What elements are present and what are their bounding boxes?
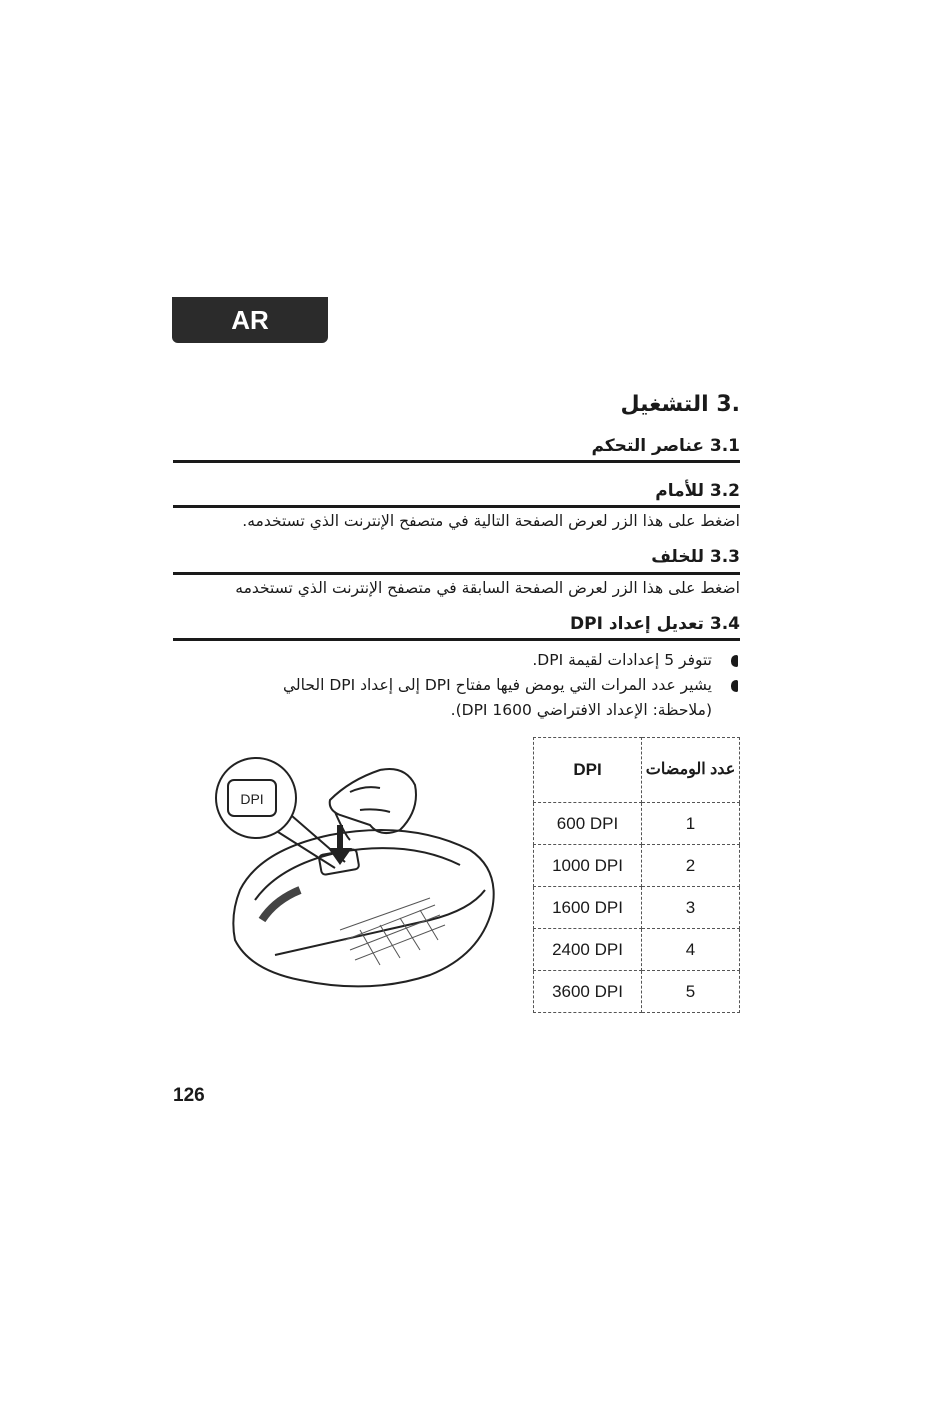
section-heading: .3 التشغيل bbox=[620, 392, 740, 417]
section-3-2-text: اضغط على هذا الزر لعرض الصفحة التالية في متصفح الإنترنت الذي تستخدمه. bbox=[242, 512, 740, 530]
section-3-3-title: 3.3 للخلف bbox=[651, 547, 740, 567]
cell-count: 5 bbox=[642, 971, 740, 1013]
mouse-body bbox=[233, 830, 493, 986]
bullet-text: تتوفر 5 إعدادات لقيمة DPI. bbox=[532, 651, 712, 669]
table-header-row bbox=[534, 738, 740, 803]
bullet-icon bbox=[731, 655, 738, 667]
arrow-down-icon bbox=[328, 825, 352, 865]
divider bbox=[173, 572, 740, 575]
table-row bbox=[534, 845, 740, 887]
table-row bbox=[534, 971, 740, 1013]
table-row bbox=[534, 887, 740, 929]
list-item bbox=[173, 648, 740, 673]
cell-count: 3 bbox=[642, 887, 740, 929]
cell-dpi: 1000 DPI bbox=[534, 845, 642, 887]
cell-dpi: 3600 DPI bbox=[534, 971, 642, 1013]
header-flash-count: عدد الومضات bbox=[642, 738, 740, 803]
section-3-2-title: 3.2 للأمام bbox=[655, 481, 740, 501]
divider bbox=[173, 505, 740, 508]
dpi-table bbox=[533, 737, 740, 1013]
header-dpi: DPI bbox=[534, 738, 642, 803]
cell-count: 1 bbox=[642, 803, 740, 845]
table-row bbox=[534, 929, 740, 971]
divider bbox=[173, 638, 740, 641]
bullet-list bbox=[173, 648, 740, 723]
divider bbox=[173, 460, 740, 463]
dpi-button-label: DPI bbox=[240, 791, 264, 807]
list-item bbox=[173, 673, 740, 723]
cell-dpi: 1600 DPI bbox=[534, 887, 642, 929]
cell-count: 2 bbox=[642, 845, 740, 887]
cell-dpi: 2400 DPI bbox=[534, 929, 642, 971]
bullet-text: يشير عدد المرات التي يومض فيها مفتاح DPI إلى إعداد DPI الحالي bbox=[282, 676, 712, 694]
section-3-1-title: 3.1 عناصر التحكم bbox=[591, 436, 740, 456]
table-row bbox=[534, 803, 740, 845]
section-3-4-title: 3.4 تعديل إعداد DPI bbox=[570, 614, 740, 634]
bullet-icon bbox=[731, 680, 738, 692]
bullet-note: (ملاحظة: الإعداد الافتراضي DPI 1600). bbox=[450, 701, 712, 719]
mouse-illustration bbox=[200, 740, 510, 1000]
grip-pattern bbox=[340, 898, 445, 965]
page-number: 126 bbox=[173, 1085, 205, 1106]
section-3-3-text: اضغط على هذا الزر لعرض الصفحة السابقة في متصفح الإنترنت الذي تستخدمه bbox=[235, 579, 740, 597]
cell-dpi: 600 DPI bbox=[534, 803, 642, 845]
language-tab: AR bbox=[172, 297, 328, 343]
cell-count: 4 bbox=[642, 929, 740, 971]
